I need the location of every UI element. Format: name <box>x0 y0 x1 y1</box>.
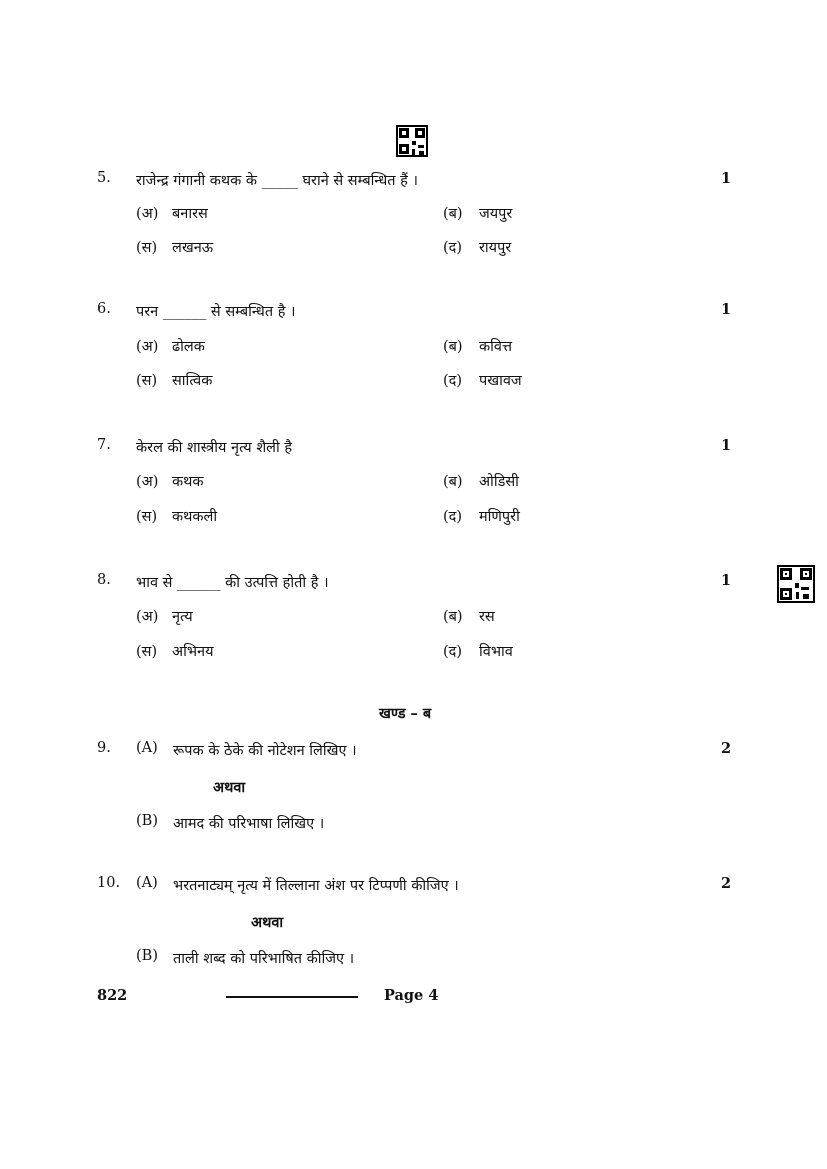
question-text: परन ______ से सम्बन्धित है । <box>136 304 296 320</box>
section-heading: खण्ड – ब <box>379 705 432 722</box>
part-a-key: (A) <box>136 875 158 891</box>
option-text: लखनऊ <box>172 240 214 256</box>
question-marks: 2 <box>721 740 732 757</box>
option-key: (द) <box>443 373 463 389</box>
option-text: पखावज <box>479 373 522 389</box>
option-key: (स) <box>136 509 158 525</box>
option-text: रायपुर <box>479 240 512 256</box>
option-key: (स) <box>136 644 158 660</box>
option-b <box>443 606 495 626</box>
option-text: कथकली <box>172 509 218 525</box>
option-text: अभिनय <box>172 644 214 660</box>
option-d <box>443 641 513 661</box>
question-marks: 1 <box>721 437 732 454</box>
option-a <box>136 606 193 626</box>
option-text: बनारस <box>172 206 208 222</box>
option-key: (ब) <box>443 206 463 222</box>
option-key: (स) <box>136 373 158 389</box>
option-text: ढोलक <box>172 339 205 355</box>
option-b <box>443 336 512 356</box>
part-b-text: ताली शब्द को परिभाषित कीजिए । <box>173 951 355 967</box>
footer-rule <box>226 996 358 998</box>
option-b <box>443 471 519 491</box>
or-label: अथवा <box>251 914 284 931</box>
option-key: (द) <box>443 644 463 660</box>
option-d <box>443 237 511 257</box>
question-number: 9. <box>97 740 111 756</box>
option-key: (ब) <box>443 339 463 355</box>
option-a <box>136 471 204 491</box>
question-marks: 1 <box>721 170 732 187</box>
question-number: 7. <box>97 437 111 453</box>
part-a-key: (A) <box>136 740 158 756</box>
option-c <box>136 641 213 661</box>
option-d <box>443 370 522 390</box>
option-c <box>136 506 217 526</box>
part-b-key: (B) <box>136 948 158 964</box>
option-text: कथक <box>172 474 204 490</box>
option-text: कवित्त <box>479 339 512 355</box>
option-key: (अ) <box>136 339 159 355</box>
question-text: केरल की शास्त्रीय नृत्य शैली है <box>136 440 293 456</box>
option-text: रस <box>479 609 495 625</box>
option-key: (द) <box>443 509 463 525</box>
option-key: (ब) <box>443 474 463 490</box>
part-a-text: रूपक के ठेके की नोटेशन लिखिए । <box>173 743 357 759</box>
question-marks: 2 <box>721 875 732 892</box>
question-number: 8. <box>97 572 111 588</box>
option-key: (द) <box>443 240 463 256</box>
option-b <box>443 203 512 223</box>
option-d <box>443 506 520 526</box>
option-a <box>136 203 208 223</box>
or-label: अथवा <box>213 779 246 796</box>
option-key: (स) <box>136 240 158 256</box>
option-text: मणिपुरी <box>479 509 520 525</box>
option-key: (अ) <box>136 206 159 222</box>
question-number: 6. <box>97 301 111 317</box>
option-key: (अ) <box>136 474 159 490</box>
option-text: जयपुर <box>479 206 513 222</box>
option-c <box>136 370 212 390</box>
option-text: सात्विक <box>172 373 213 389</box>
question-text: भाव से ______ की उत्पत्ति होती है । <box>136 575 329 591</box>
question-text: राजेन्द्र गंगानी कथक के _____ घराने से सम्बन्धित हैं । <box>136 173 418 189</box>
option-key: (ब) <box>443 609 463 625</box>
option-text: विभाव <box>479 644 513 660</box>
part-b-text: आमद की परिभाषा लिखिए । <box>173 816 325 832</box>
option-c <box>136 237 213 257</box>
question-marks: 1 <box>721 301 732 318</box>
question-number: 5. <box>97 170 111 186</box>
qr-code-side <box>777 565 815 603</box>
option-key: (अ) <box>136 609 159 625</box>
question-marks: 1 <box>721 572 732 589</box>
part-a-text: भरतनाट्यम् नृत्य में तिल्लाना अंश पर टिप्पणी कीजिए । <box>173 878 459 894</box>
paper-code: 822 <box>97 987 128 1004</box>
option-text: ओडिसी <box>479 474 519 490</box>
option-text: नृत्य <box>172 609 193 625</box>
part-b-key: (B) <box>136 813 158 829</box>
question-number: 10. <box>97 875 121 891</box>
option-a <box>136 336 205 356</box>
qr-code-top <box>396 125 428 157</box>
page-number: Page 4 <box>384 987 439 1004</box>
